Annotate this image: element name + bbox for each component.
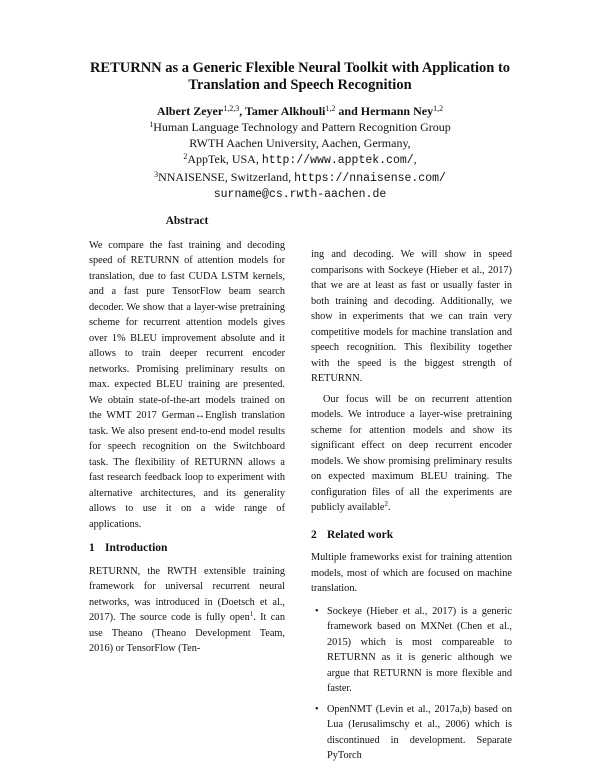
right-paragraph-2-end: . bbox=[387, 502, 391, 513]
contact-email[interactable]: surname@cs.rwth-aachen.de bbox=[213, 188, 387, 201]
section-2-number: 2 bbox=[311, 528, 317, 541]
bullet-icon: • bbox=[315, 605, 319, 617]
affiliation-1 bbox=[40, 119, 560, 135]
abstract-text: We compare the fast training and decoding speed of RETURNN of attention models for translation, due to fast CUDA LSTM kernels, and a fast pure TensorFlow beam search decoder. We show that a layer-wise pretraining scheme for recurrent attention models gives over 1% BLEU improvement absolute and it allows to train deeper recurrent encoder networks. Promising preliminary results on max. expected BLEU training are presented. We obtain state-of-the-art models trained on the WMT 2017 German↔English translation task. We also present end-to-end model results for speech recognition on the Switchboard task. The flexibility of RETURNN allows a fast research feedback loop to experiment with alternative architectures, and its generality allows to use it on a wide range of applications. bbox=[89, 239, 285, 530]
author-1: Albert Zeyer bbox=[156, 104, 224, 118]
right-column bbox=[311, 247, 512, 769]
list-item-text: Sockeye (Hieber et al., 2017) is a generic framework based on MXNet (Chen et al., 2015) which is most compareable to RETURNN as it is generic although we argue that RETURNN is more flexible and faster. bbox=[327, 605, 512, 694]
list-item-text: OpenNMT (Levin et al., 2017a,b) based on Lua (Ierusalimschy et al., 2006) which is discontinued in development. Separate PyTorch bbox=[327, 703, 512, 761]
section-1-title: Introduction bbox=[105, 542, 168, 554]
paper-title-line-2: Translation and Speech Recognition bbox=[188, 77, 412, 93]
footnote-2-marker[interactable]: 2 bbox=[384, 500, 388, 508]
affiliation-2 bbox=[40, 151, 560, 169]
footnote-1-marker[interactable]: 1 bbox=[249, 610, 254, 618]
affiliation-1-marker: 1 bbox=[149, 120, 154, 129]
right-paragraph-1: ing and decoding. We will show in speed comparisons with Sockeye (Hieber et al., 2017) that we are at least as fast or usually faster in both training and decoding. Additionally, we show in experiments that we can train very competitive models for machine translation and speech recognition. This flexibility together with the speed is the biggest strength of RETURNN. bbox=[311, 249, 512, 384]
affiliation-1-line-2: RWTH Aachen University, Aachen, Germany, bbox=[189, 136, 411, 150]
section-2-title: Related work bbox=[327, 528, 394, 541]
intro-paragraph bbox=[89, 564, 285, 657]
author-2: Tamer Alkhouli bbox=[245, 104, 326, 118]
abstract-heading: Abstract bbox=[165, 215, 209, 227]
affiliation-2-end: , bbox=[413, 152, 417, 166]
affiliation-3-text: NNAISENSE, Switzerland, bbox=[158, 170, 295, 184]
left-column bbox=[89, 214, 285, 657]
section-1-heading bbox=[89, 541, 285, 557]
affiliation-1-text: Human Language Technology and Pattern Recognition Group bbox=[153, 120, 451, 134]
author-1-affil: 1,2,3 bbox=[223, 104, 240, 113]
intro-text-b: . It can use Theano (Theano Development Team, 2016) or TensorFlow (Ten- bbox=[89, 612, 285, 654]
intro-text-a: RETURNN, the RWTH extensible training framework for universal recurrent neural networks, was introduced in (Doetsch et al., 2017). The source code is fully open bbox=[89, 565, 285, 623]
author-3: Hermann Ney bbox=[360, 104, 434, 118]
author-sep-2: and bbox=[335, 104, 361, 118]
list-item bbox=[311, 604, 512, 697]
apptek-url[interactable]: http://www.apptek.com/ bbox=[261, 154, 414, 167]
author-3-affil: 1,2 bbox=[433, 104, 444, 113]
author-names bbox=[40, 103, 560, 119]
bullet-icon: • bbox=[315, 703, 319, 715]
section-1-number: 1 bbox=[89, 542, 95, 554]
affiliation-3-marker: 3 bbox=[154, 170, 159, 179]
affiliation-3 bbox=[40, 169, 560, 187]
author-sep-1: , bbox=[239, 104, 246, 118]
related-work-intro: Multiple frameworks exist for training attention models, most of which are focused on machine translation. bbox=[311, 552, 512, 594]
list-item bbox=[311, 702, 512, 764]
right-paragraph-2-text: Our focus will be on recurrent attention models. We introduce a layer-wise pretraining scheme for attention models and show its significant effect on deep recurrent encoder models. We show promising preliminary results on expected maximum BLEU training. The configuration files of all the experiments are publicly available bbox=[311, 393, 512, 513]
section-2-heading bbox=[311, 528, 512, 544]
related-work-list bbox=[311, 604, 512, 764]
author-block bbox=[40, 103, 560, 203]
paper-title bbox=[40, 60, 560, 94]
right-paragraph-2 bbox=[311, 392, 512, 516]
paper-title-line-1: RETURNN as a Generic Flexible Neural Toolkit with Application to bbox=[89, 60, 511, 76]
affiliation-2-marker: 2 bbox=[183, 152, 188, 161]
nnaisense-url[interactable]: https://nnaisense.com/ bbox=[294, 172, 446, 185]
affiliation-2-text: AppTek, USA, bbox=[187, 152, 262, 166]
author-2-affil: 1,2 bbox=[325, 104, 336, 113]
